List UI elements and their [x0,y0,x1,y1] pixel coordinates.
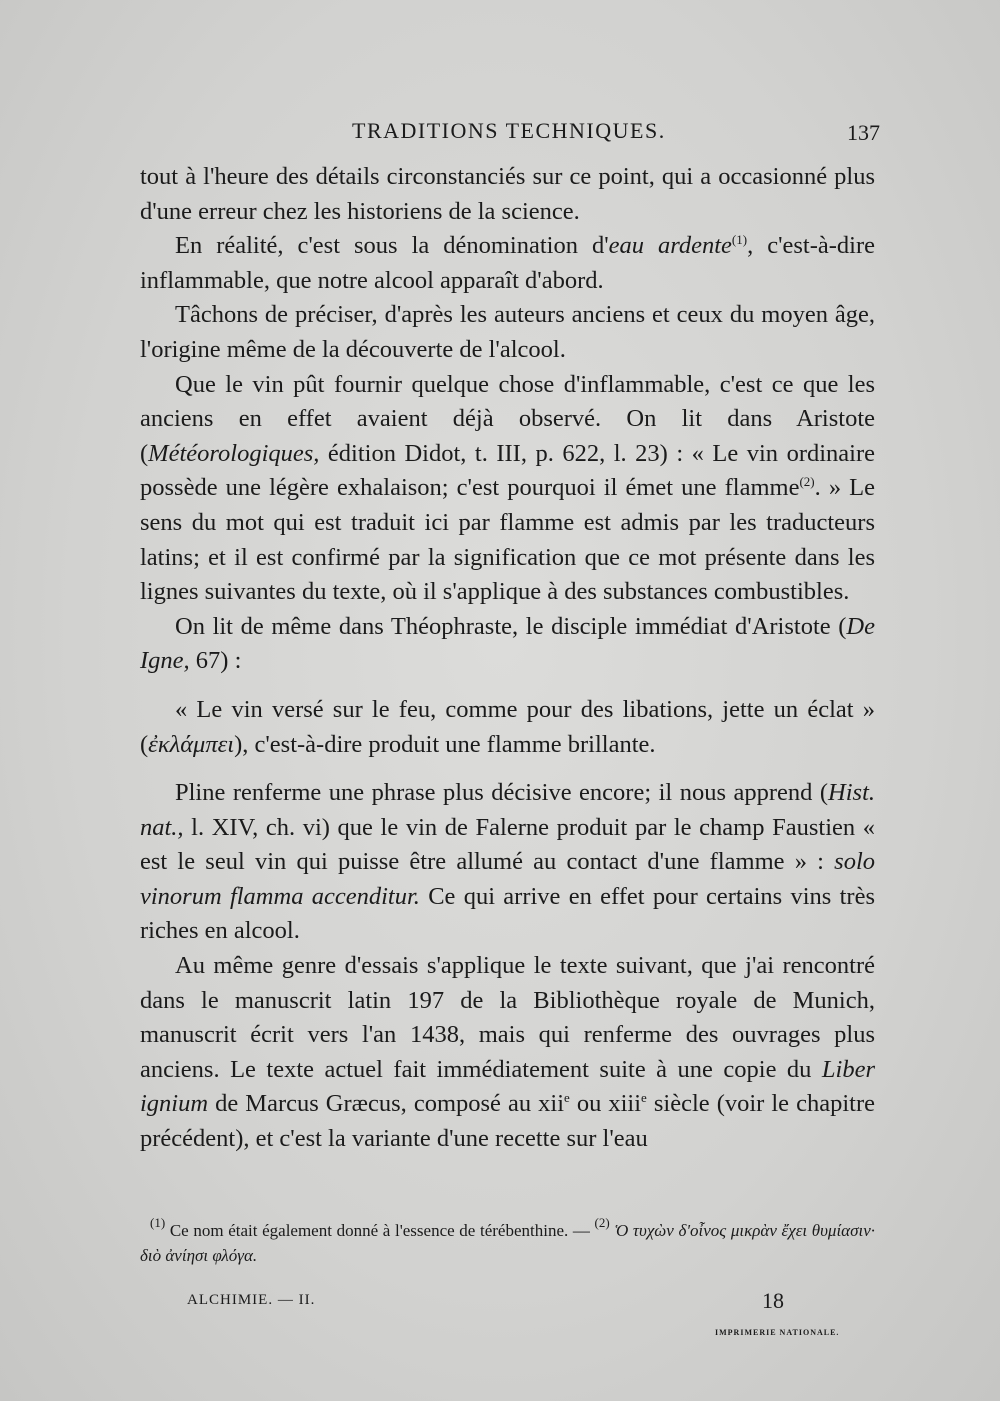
paragraph-7-text-a: Au même genre d'essais s'applique le texte suivant, que j'ai rencontré dans le manuscrit latin 197 de la Bibliothèque royale de Munich, manuscrit écrit vers l'an 1438, mais qui renferme des ouvrages plus anciens. Le texte actuel fait immédiatement suite à une copie du [140,952,875,1083]
paragraph-5-text-b: 67) : [189,647,242,675]
paragraph-4-text-c: . » Le sens du mot qui est traduit ici par flamme est admis par les traducteurs latins; et il est confirmé par la signification que ce mot présente dans les lignes suivantes du texte, où il s'applique à des substances combustibles. [140,474,875,606]
century-superscript-1: e [564,1090,570,1106]
paragraph-7-text-d: siècle (voir le chapitre précédent), et c'est la variante d'une recette sur l'eau [140,1090,875,1153]
footnotes [140,1215,875,1268]
footnote-2-mark: (2) [594,1215,610,1230]
paragraph-3 [140,298,875,367]
latin-quote: solo vinorum flamma accenditur. [140,848,875,910]
paragraph-7-text-b: de Marcus Græcus, composé au xii [208,1090,564,1118]
footnote-ref-2: (2) [799,474,815,490]
footnote-2-greek: Ὁ τυχὼν δ'οἶνος μικρὰν ἔχει θυμίασιν· διὸ ἀνίησι φλόγα. [140,1221,875,1265]
running-title: TRADITIONS TECHNIQUES. [352,118,666,143]
century-superscript-2: e [641,1090,647,1106]
paragraph-5 [140,610,875,679]
theophrastus-quote [140,693,875,762]
paragraph-6-text-c: Ce qui arrive en effet pour certains vins très riches en alcool. [140,882,875,945]
page-number: 137 [847,120,880,145]
paragraph-1-text: tout à l'heure des détails circonstanciés sur ce point, qui a occasionné plus d'une erreur chez les historiens de la science. [140,163,875,225]
eau-ardente-term: eau ardente [608,232,732,260]
paragraph-2-text-b: , c'est-à-dire inflammable, que notre alcool apparaît d'abord. [140,232,875,294]
footnote-block [140,1215,875,1268]
body-text [140,160,875,1157]
paragraph-7-text-c: ou xiii [569,1090,642,1118]
sheet-number: 18 [762,1288,784,1313]
paragraph-2-text-a: En réalité, c'est sous la dénomination d' [175,232,609,260]
meteorologiques-title: Météorologiques, [148,439,320,467]
paragraph-5-text-a: On lit de même dans Théophraste, le disciple immédiat d'Aristote ( [175,612,847,640]
footnote-1-mark: (1) [150,1215,166,1230]
printer-imprint: IMPRIMERIE NATIONALE. [715,1328,840,1337]
paragraph-4-text-a: Que le vin pût fournir quelque chose d'inflammable, c'est ce que les anciens en effet avaient déjà observé. On lit dans Aristote ( [140,370,875,467]
signature-mark: ALCHIMIE. — II. [187,1292,316,1308]
paragraph-6 [140,776,875,949]
running-head [140,118,880,152]
greek-word: ἐκλάμπει [148,730,235,758]
paragraph-6-text-a: Pline renferme une phrase plus décisive encore; il nous apprend ( [175,779,829,807]
paragraph-4 [140,368,875,610]
paragraph-7 [140,949,875,1157]
paragraph-2 [140,229,875,298]
paragraph-4-text-b: édition Didot, t. III, p. 622, l. 23) : « Le vin ordinaire possède une légère exhalaison; c'est pourquoi il émet une flamme [140,439,875,502]
footnote-1-text: Ce nom était également donné à l'essence de térébenthine. — [165,1221,595,1240]
paragraph-3-text: Tâchons de préciser, d'après les auteurs anciens et ceux du moyen âge, l'origine même de la découverte de l'alcool. [140,301,875,363]
paragraph-1 [140,160,875,229]
paragraph-6-text-b: l. XIV, ch. vi) que le vin de Falerne produit par le champ Faustien « est le seul vin qui puisse être allumé au contact d'une flamme » : [140,813,875,876]
quote-text-a: « Le vin versé sur le feu, comme pour des libations, jette un éclat » ( [140,695,875,758]
footnote-ref-1: (1) [731,232,748,248]
hist-nat-title: Hist. nat., [140,779,875,841]
de-igne-title: De Igne, [140,612,875,675]
liber-ignium-title: Liber ignium [140,1055,875,1118]
quote-text-b: ), c'est-à-dire produit une flamme brillante. [234,730,656,758]
